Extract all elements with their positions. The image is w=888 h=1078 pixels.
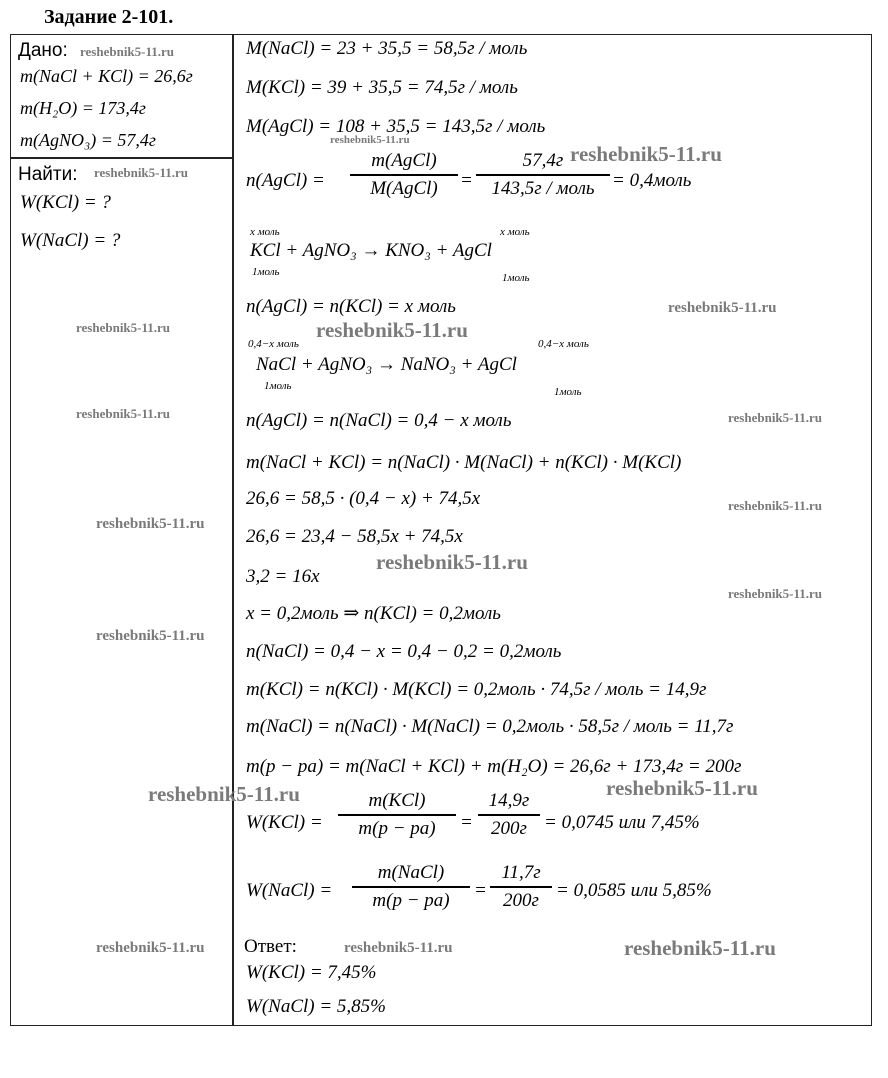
reaction2-top-right: 0,4−x моль [538,338,589,350]
w-kcl-result: = 0,0745 или 7,45% [544,812,700,833]
fraction-numerator: 57,4г [522,150,564,171]
task-title: Задание 2-101. [44,6,174,28]
watermark: reshebnik5-11.ru [330,134,410,146]
watermark: reshebnik5-11.ru [94,165,189,180]
calc-line: 26,6 = 58,5 · (0,4 − x) + 74,5x [246,488,481,509]
watermark: reshebnik5-11.ru [76,406,171,421]
find-label: Найти: [18,164,78,185]
reaction2-bottom-right: 1моль [554,386,582,398]
molar-mass-line: M(NaCl) = 23 + 35,5 = 58,5г / моль [246,38,528,59]
watermark: reshebnik5-11.ru [376,550,528,574]
fraction-bar [352,886,470,888]
answer-label: Ответ: [244,936,297,957]
watermark: reshebnik5-11.ru [728,410,823,425]
equals-sign: = [460,812,473,833]
fraction-bar [478,814,540,816]
fraction-denominator: M(AgCl) [370,177,438,199]
fraction-numerator: 11,7г [501,862,541,883]
watermark: reshebnik5-11.ru [606,776,758,800]
fraction-w-kcl-values [478,790,540,840]
given-line: m(NaCl + KCl) = 26,6г [20,66,193,86]
watermark: reshebnik5-11.ru [728,586,823,601]
watermark: reshebnik5-11.ru [570,142,722,166]
fraction-numerator: m(KCl) [368,790,426,811]
find-line: W(NaCl) = ? [20,230,121,251]
given-label: Дано: [18,40,68,61]
fraction-denominator: 200г [491,817,527,839]
calc-line: 3,2 = 16x [246,566,320,587]
given-find-divider [10,157,234,159]
fraction-denominator: 143,5г / моль [491,177,595,199]
watermark: reshebnik5-11.ru [148,782,300,806]
watermark: reshebnik5-11.ru [96,940,205,956]
n-kcl-line: n(AgCl) = n(KCl) = x моль [246,296,456,317]
fraction-denominator: m(p − pa) [372,889,450,911]
fraction-bar [490,886,552,888]
answer-line: W(NaCl) = 5,85% [246,996,387,1017]
reaction1-bottom-right: 1моль [502,272,530,284]
watermark: reshebnik5-11.ru [96,516,205,532]
fraction-numerator: m(AgCl) [371,150,437,171]
reaction1-top-left: x моль [250,226,280,238]
calc-line: n(AgCl) = n(NaCl) = 0,4 − x моль [246,410,512,431]
watermark: reshebnik5-11.ru [668,300,777,316]
molar-mass-line: M(AgCl) = 108 + 35,5 = 143,5г / моль [246,116,546,137]
molar-mass-line: M(KCl) = 39 + 35,5 = 74,5г / моль [246,77,518,98]
fraction-numerator: 14,9г [488,790,530,811]
answer-line: W(KCl) = 7,45% [246,962,377,983]
reaction2-top-left: 0,4−x моль [248,338,299,350]
watermark: reshebnik5-11.ru [96,628,205,644]
fraction-w-nacl-values [490,862,552,912]
n-agcl-result: = 0,4моль [612,170,692,191]
equals-sign: = [460,170,473,191]
watermark: reshebnik5-11.ru [624,936,776,960]
reaction1-top-right: x моль [500,226,530,238]
column-divider [232,34,234,1026]
watermark: reshebnik5-11.ru [316,318,468,342]
fraction-bar [338,814,456,816]
fraction-denominator: 200г [503,889,539,911]
reaction1-bottom-left: 1моль [252,266,280,278]
watermark: reshebnik5-11.ru [344,940,453,956]
calc-line: m(NaCl + KCl) = n(NaCl) · M(NaCl) + n(KCl) · M(KCl) [246,452,682,473]
fraction-w-nacl [352,862,470,912]
w-kcl-lhs: W(KCl) = [246,812,323,833]
calc-line: n(NaCl) = 0,4 − x = 0,4 − 0,2 = 0,2моль [246,641,562,662]
reaction2-bottom-left: 1моль [264,380,292,392]
watermark: reshebnik5-11.ru [76,320,171,335]
find-line: W(KCl) = ? [20,192,111,213]
reaction1-equation: KCl + AgNO₃ → KNO₃ + AgCl [250,240,492,261]
calc-line: m(NaCl) = n(NaCl) · M(NaCl) = 0,2моль · 58,5г / моль = 11,7г [246,716,734,737]
fraction-w-kcl [338,790,456,840]
calc-line: x = 0,2моль ⇒ n(KCl) = 0,2моль [246,603,501,624]
fraction-bar [476,174,610,176]
given-line: m(H₂O) = 173,4г [20,98,146,118]
fraction-denominator: m(p − pa) [358,817,436,839]
calc-line: 26,6 = 23,4 − 58,5x + 74,5x [246,526,463,547]
fraction-numerator: m(NaCl) [377,862,445,883]
fraction-mass-over-molar [350,150,458,200]
n-agcl-lhs: n(AgCl) = [246,170,325,191]
w-nacl-lhs: W(NaCl) = [246,880,333,901]
w-nacl-result: = 0,0585 или 5,85% [556,880,712,901]
calc-line: m(p − pa) = m(NaCl + KCl) + m(H₂O) = 26,6г + 173,4г = 200г [246,756,742,777]
calc-line: m(KCl) = n(KCl) · M(KCl) = 0,2моль · 74,5г / моль = 14,9г [246,679,707,700]
reaction2-equation: NaCl + AgNO₃ → NaNO₃ + AgCl [256,354,517,375]
given-line: m(AgNO₃) = 57,4г [20,130,156,150]
watermark: reshebnik5-11.ru [728,498,823,513]
fraction-bar [350,174,458,176]
equals-sign: = [474,880,487,901]
watermark: reshebnik5-11.ru [80,44,175,59]
